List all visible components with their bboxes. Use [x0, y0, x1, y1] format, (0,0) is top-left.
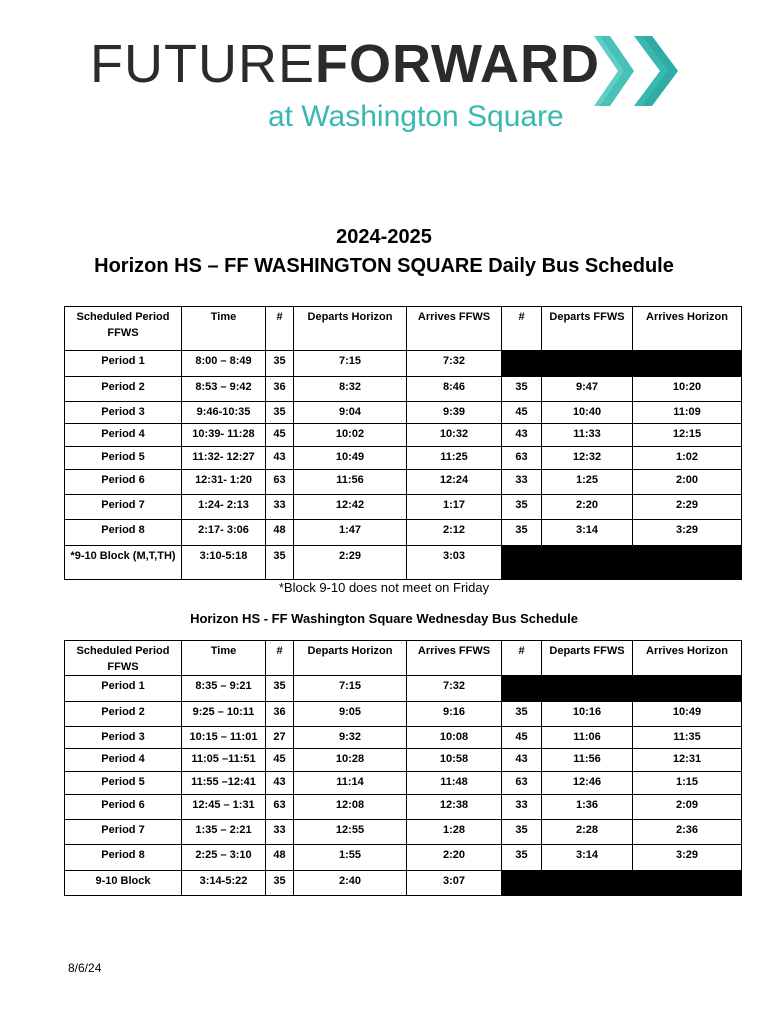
table-cell: 33 [266, 495, 294, 520]
table-cell: 2:36 [633, 820, 742, 845]
column-header: Scheduled Period FFWS [65, 307, 182, 351]
table-cell: 11:56 [294, 470, 407, 495]
table-cell: 35 [502, 377, 542, 402]
table-cell: 12:42 [294, 495, 407, 520]
table-cell: 8:46 [407, 377, 502, 402]
table-cell: 35 [502, 820, 542, 845]
column-header: Time [182, 641, 266, 676]
table-row [65, 820, 742, 845]
period-cell: Period 2 [65, 377, 182, 402]
table-cell: 33 [266, 820, 294, 845]
table-cell: 35 [502, 495, 542, 520]
table-row [65, 702, 742, 727]
table-cell: 43 [266, 772, 294, 795]
column-header: Departs FFWS [542, 307, 633, 351]
table-row [65, 447, 742, 470]
table-cell: 9:05 [294, 702, 407, 727]
table-row [65, 351, 742, 377]
period-cell: Period 2 [65, 702, 182, 727]
table-cell: 10:32 [407, 424, 502, 447]
table-row [65, 402, 742, 424]
table-row [65, 520, 742, 546]
table-cell: 48 [266, 845, 294, 871]
table-cell: 12:15 [633, 424, 742, 447]
double-chevron-icon [594, 36, 680, 106]
table-cell: 12:46 [542, 772, 633, 795]
column-header: # [266, 307, 294, 351]
no-return-bus-cell [502, 351, 742, 377]
table-header-row [65, 641, 742, 676]
table-cell: 3:03 [407, 546, 502, 580]
table-cell: 12:24 [407, 470, 502, 495]
table-cell: 7:15 [294, 351, 407, 377]
table-cell: 2:20 [542, 495, 633, 520]
table-cell: 48 [266, 520, 294, 546]
table-cell: 10:49 [294, 447, 407, 470]
table-cell: 45 [502, 727, 542, 749]
table-cell: 10:08 [407, 727, 502, 749]
table-row [65, 495, 742, 520]
table-cell: 10:28 [294, 749, 407, 772]
table-cell: 35 [266, 676, 294, 702]
table-cell: 11:25 [407, 447, 502, 470]
no-return-bus-cell [502, 871, 742, 896]
table-cell: 12:31- 1:20 [182, 470, 266, 495]
logo-tagline: at Washington Square [268, 100, 564, 133]
friday-footnote: *Block 9-10 does not meet on Friday [278, 580, 490, 595]
table-cell: 7:15 [294, 676, 407, 702]
document-title: Horizon HS – FF WASHINGTON SQUARE Daily Bus Schedule [94, 255, 674, 277]
table-cell: 43 [502, 749, 542, 772]
wednesday-schedule-title: Horizon HS - FF Washington Square Wednesday Bus Schedule [190, 611, 578, 626]
period-cell: Period 7 [65, 820, 182, 845]
table-cell: 33 [502, 470, 542, 495]
table-cell: 9:25 – 10:11 [182, 702, 266, 727]
wednesday-schedule-table [64, 640, 742, 896]
table-cell: 2:17- 3:06 [182, 520, 266, 546]
table-cell: 43 [266, 447, 294, 470]
table-cell: 27 [266, 727, 294, 749]
table-cell: 10:39- 11:28 [182, 424, 266, 447]
table-cell: 3:29 [633, 520, 742, 546]
document-date: 8/6/24 [68, 961, 102, 975]
no-return-bus-cell [502, 676, 742, 702]
logo-word-forward: FORWARD [314, 34, 600, 94]
period-cell: Period 7 [65, 495, 182, 520]
table-cell: 8:00 – 8:49 [182, 351, 266, 377]
table-cell: 2:20 [407, 845, 502, 871]
column-header: Arrives FFWS [407, 641, 502, 676]
table-cell: 11:32- 12:27 [182, 447, 266, 470]
table-cell: 10:15 – 11:01 [182, 727, 266, 749]
column-header: # [502, 307, 542, 351]
table-row [65, 749, 742, 772]
logo [90, 32, 690, 142]
table-cell: 1:25 [542, 470, 633, 495]
logo-wordmark [90, 34, 600, 94]
column-header: Arrives Horizon [633, 641, 742, 676]
period-cell: Period 4 [65, 424, 182, 447]
table-cell: 2:00 [633, 470, 742, 495]
table-cell: 1:24- 2:13 [182, 495, 266, 520]
table-cell: 12:32 [542, 447, 633, 470]
table-cell: 35 [266, 351, 294, 377]
table-cell: 1:17 [407, 495, 502, 520]
table-cell: 9:39 [407, 402, 502, 424]
table-cell: 3:14 [542, 845, 633, 871]
table-cell: 11:33 [542, 424, 633, 447]
table-cell: 12:08 [294, 795, 407, 820]
period-cell: Period 8 [65, 845, 182, 871]
table-cell: 2:09 [633, 795, 742, 820]
table-row [65, 772, 742, 795]
table-cell: 1:36 [542, 795, 633, 820]
period-cell: Period 6 [65, 795, 182, 820]
table-cell: 10:49 [633, 702, 742, 727]
table-cell: 10:58 [407, 749, 502, 772]
table-cell: 1:47 [294, 520, 407, 546]
table-cell: 3:10-5:18 [182, 546, 266, 580]
table-row [65, 795, 742, 820]
table-cell: 1:28 [407, 820, 502, 845]
table-cell: 35 [502, 702, 542, 727]
table-cell: 3:14 [542, 520, 633, 546]
table-cell: 9:46-10:35 [182, 402, 266, 424]
table-row [65, 676, 742, 702]
table-cell: 11:09 [633, 402, 742, 424]
table-cell: 11:05 –11:51 [182, 749, 266, 772]
table-cell: 10:20 [633, 377, 742, 402]
table-cell: 35 [266, 546, 294, 580]
table-cell: 2:25 – 3:10 [182, 845, 266, 871]
table-cell: 3:29 [633, 845, 742, 871]
table-cell: 63 [266, 795, 294, 820]
column-header: Time [182, 307, 266, 351]
table-cell: 3:14-5:22 [182, 871, 266, 896]
table-cell: 10:40 [542, 402, 633, 424]
table-cell: 7:32 [407, 351, 502, 377]
period-cell: Period 3 [65, 727, 182, 749]
table-cell: 35 [502, 520, 542, 546]
table-cell: 35 [266, 402, 294, 424]
table-cell: 35 [502, 845, 542, 871]
table-cell: 63 [502, 772, 542, 795]
table-row [65, 871, 742, 896]
table-cell: 1:55 [294, 845, 407, 871]
column-header: # [266, 641, 294, 676]
period-cell: Period 8 [65, 520, 182, 546]
table-cell: 12:55 [294, 820, 407, 845]
table-cell: 45 [502, 402, 542, 424]
table-cell: 2:29 [294, 546, 407, 580]
table-cell: 9:47 [542, 377, 633, 402]
daily-schedule-table [64, 306, 742, 580]
logo-word-future: FUTURE [90, 34, 315, 94]
table-cell: 9:04 [294, 402, 407, 424]
table-cell: 1:35 – 2:21 [182, 820, 266, 845]
no-return-bus-cell [502, 546, 742, 580]
column-header: Arrives FFWS [407, 307, 502, 351]
table-cell: 11:14 [294, 772, 407, 795]
table-cell: 8:32 [294, 377, 407, 402]
table-cell: 2:40 [294, 871, 407, 896]
column-header: # [502, 641, 542, 676]
table-cell: 11:48 [407, 772, 502, 795]
table-cell: 11:35 [633, 727, 742, 749]
table-cell: 63 [266, 470, 294, 495]
table-row [65, 845, 742, 871]
table-cell: 12:38 [407, 795, 502, 820]
table-row [65, 470, 742, 495]
column-header: Arrives Horizon [633, 307, 742, 351]
column-header: Departs FFWS [542, 641, 633, 676]
column-header: Departs Horizon [294, 307, 407, 351]
table-cell: 35 [266, 871, 294, 896]
table-cell: 7:32 [407, 676, 502, 702]
table-cell: 2:12 [407, 520, 502, 546]
period-cell: Period 1 [65, 351, 182, 377]
table-cell: 9:16 [407, 702, 502, 727]
table-cell: 2:28 [542, 820, 633, 845]
table-cell: 36 [266, 377, 294, 402]
period-cell: Period 4 [65, 749, 182, 772]
table-cell: 10:02 [294, 424, 407, 447]
table-cell: 8:53 – 9:42 [182, 377, 266, 402]
period-cell: Period 5 [65, 772, 182, 795]
table-row [65, 727, 742, 749]
table-cell: 12:45 – 1:31 [182, 795, 266, 820]
table-cell: 1:02 [633, 447, 742, 470]
table-cell: 9:32 [294, 727, 407, 749]
document-year: 2024-2025 [336, 226, 432, 248]
table-cell: 11:55 –12:41 [182, 772, 266, 795]
table-row [65, 546, 742, 580]
table-cell: 2:29 [633, 495, 742, 520]
table-cell: 12:31 [633, 749, 742, 772]
column-header: Departs Horizon [294, 641, 407, 676]
table-cell: 11:06 [542, 727, 633, 749]
period-cell: 9-10 Block [65, 871, 182, 896]
column-header: Scheduled Period FFWS [65, 641, 182, 676]
table-cell: 10:16 [542, 702, 633, 727]
table-cell: 8:35 – 9:21 [182, 676, 266, 702]
table-cell: 63 [502, 447, 542, 470]
period-cell: *9-10 Block (M,T,TH) [65, 546, 182, 580]
table-cell: 45 [266, 424, 294, 447]
table-cell: 45 [266, 749, 294, 772]
table-row [65, 377, 742, 402]
table-cell: 1:15 [633, 772, 742, 795]
period-cell: Period 6 [65, 470, 182, 495]
table-cell: 33 [502, 795, 542, 820]
table-cell: 43 [502, 424, 542, 447]
table-cell: 11:56 [542, 749, 633, 772]
period-cell: Period 3 [65, 402, 182, 424]
table-header-row [65, 307, 742, 351]
period-cell: Period 5 [65, 447, 182, 470]
period-cell: Period 1 [65, 676, 182, 702]
table-row [65, 424, 742, 447]
table-cell: 36 [266, 702, 294, 727]
table-cell: 3:07 [407, 871, 502, 896]
